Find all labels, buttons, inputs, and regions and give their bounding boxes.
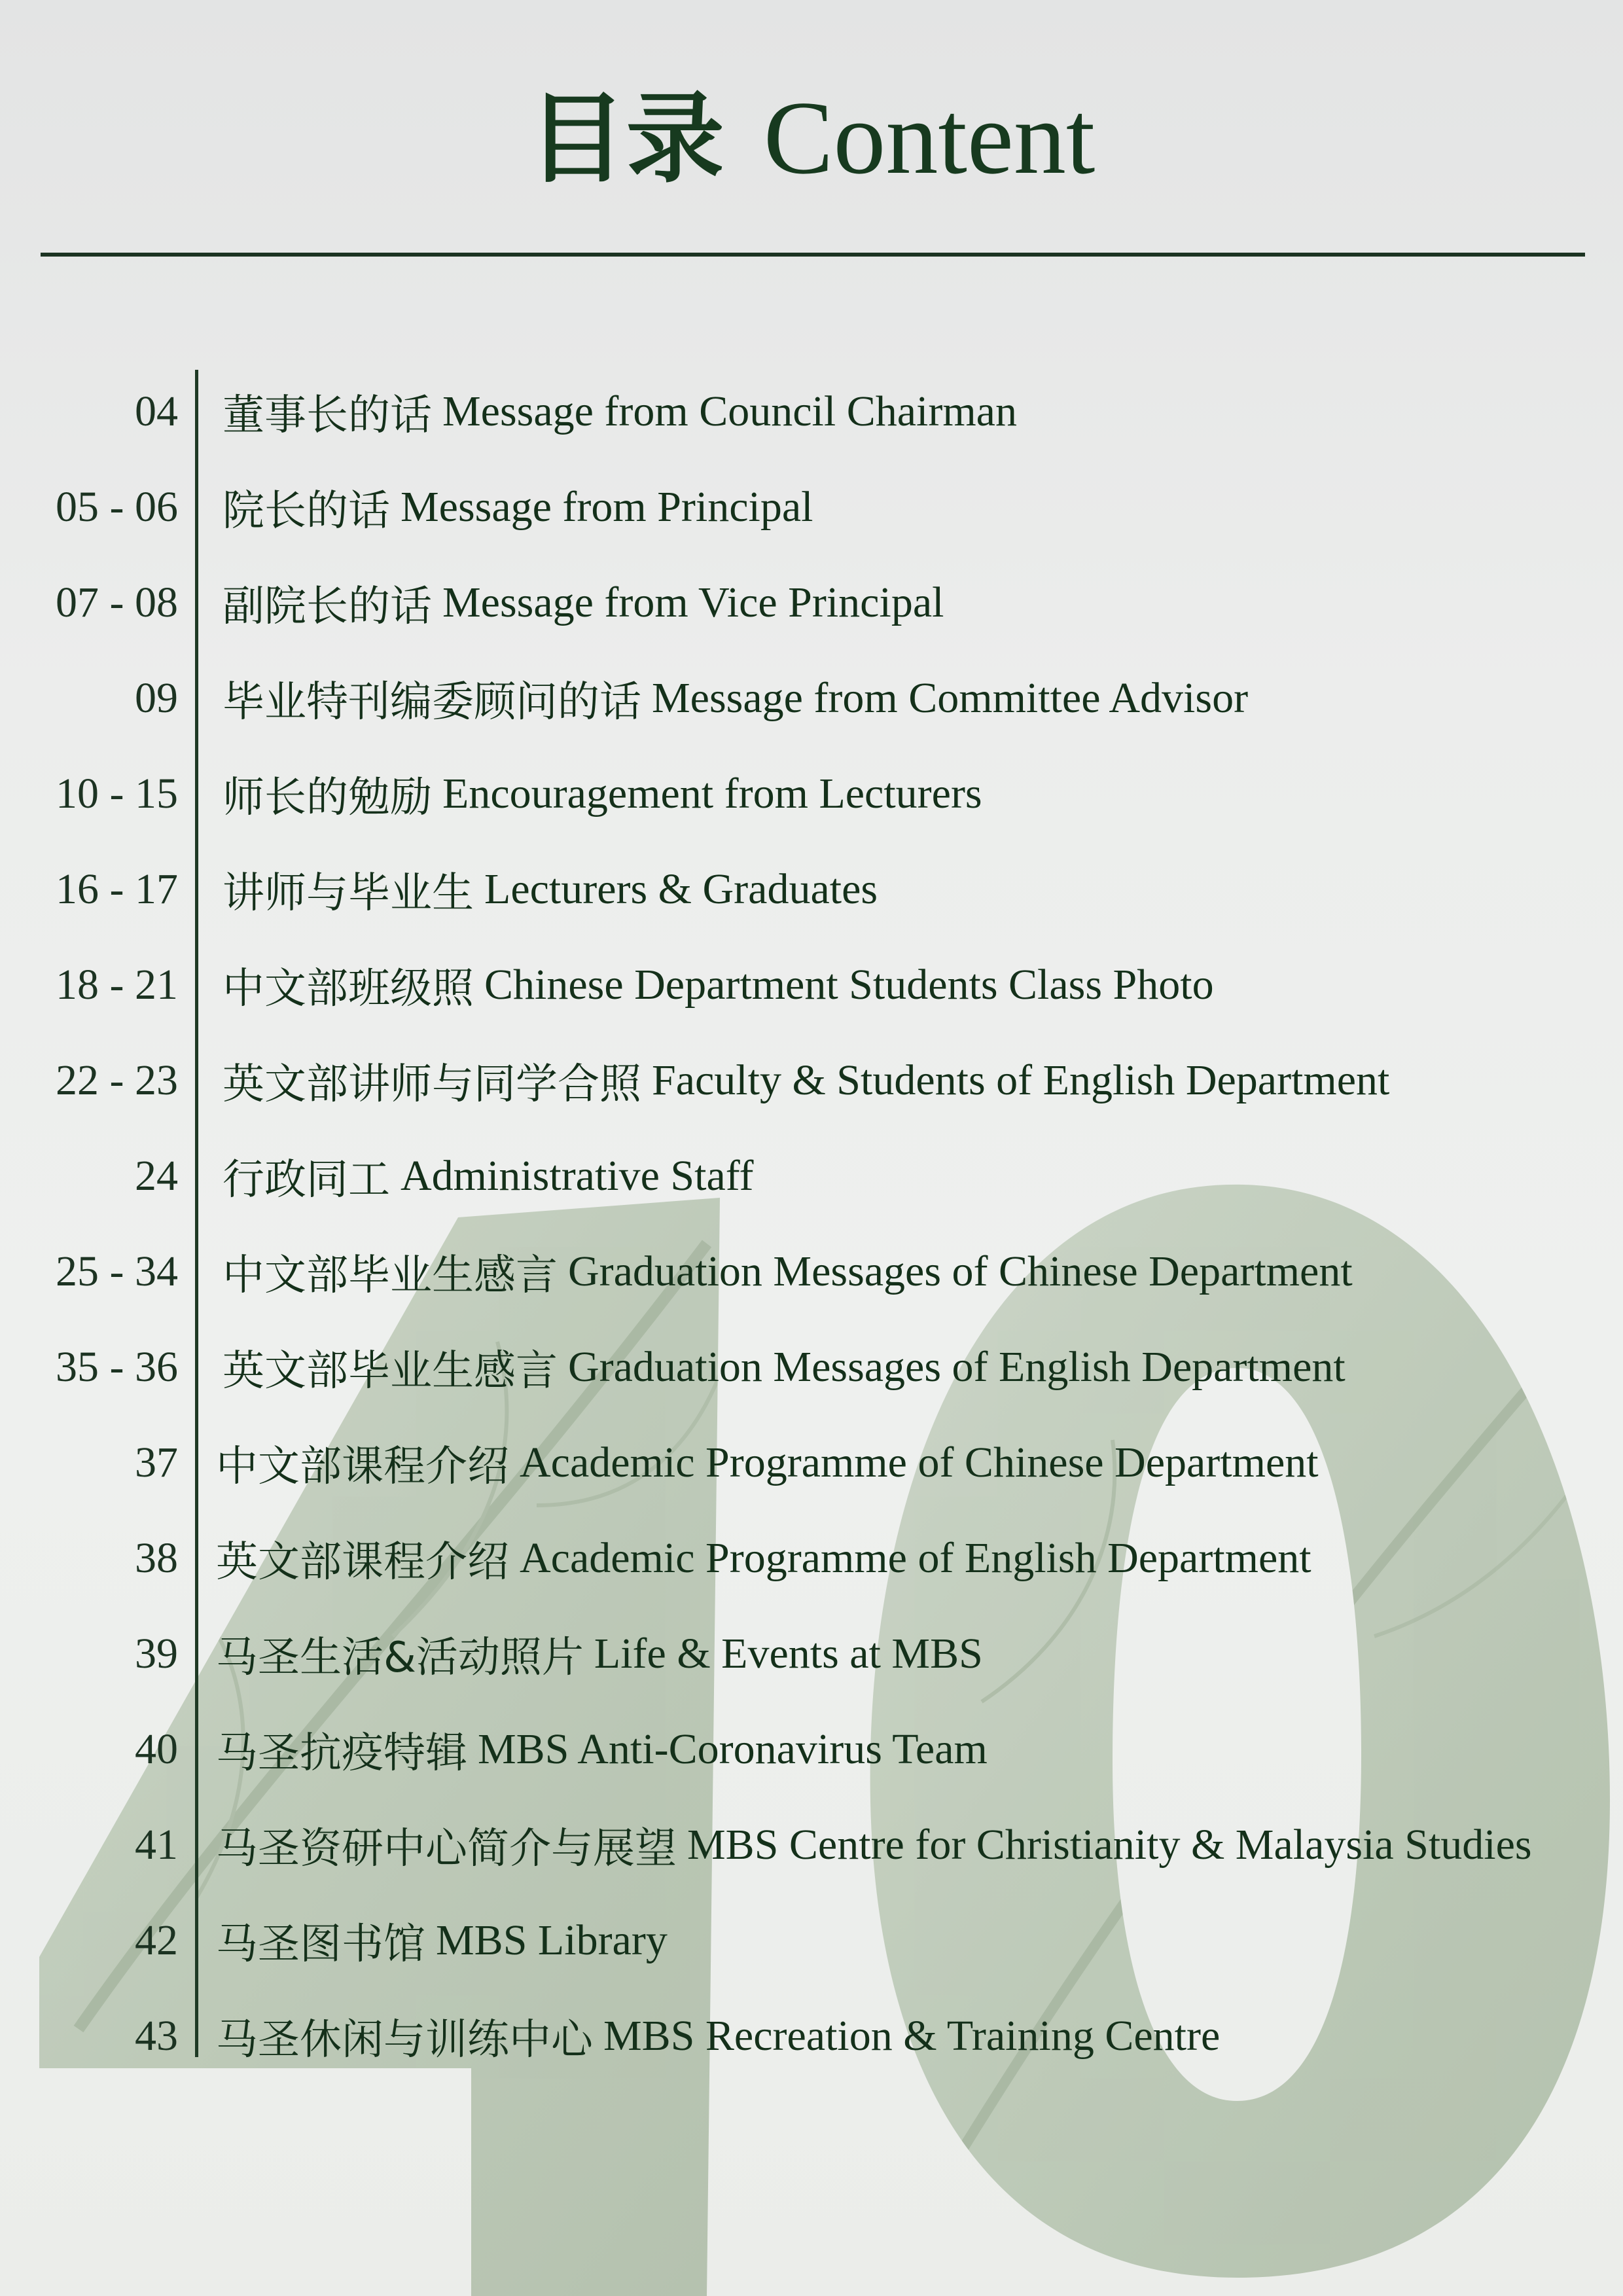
toc-page-number: 37 bbox=[135, 1439, 178, 1486]
toc-page-number: 42 bbox=[135, 1916, 178, 1964]
page-title-zh: 目录 bbox=[527, 82, 724, 196]
toc-title-en: Encouragement from Lecturers bbox=[442, 770, 982, 817]
toc-entry[interactable] bbox=[0, 1797, 1623, 1893]
toc-title-zh: 中文部班级照 bbox=[223, 965, 474, 1013]
toc-title-zh: 马圣资研中心简介与展望 bbox=[216, 1825, 677, 1873]
toc-entry[interactable] bbox=[0, 1224, 1623, 1319]
toc-title-en: MBS Library bbox=[436, 1916, 668, 1964]
toc-title-en: MBS Anti-Coronavirus Team bbox=[478, 1725, 988, 1773]
toc-entry[interactable] bbox=[0, 937, 1623, 1033]
toc-page-number: 22 - 23 bbox=[56, 1056, 178, 1104]
title-divider bbox=[41, 253, 1585, 257]
toc-title-zh: 董事长的话 bbox=[223, 391, 432, 440]
toc-entry[interactable] bbox=[0, 842, 1623, 937]
toc-page-number: 39 bbox=[135, 1630, 178, 1677]
toc-title-en: Message from Council Chairman bbox=[442, 387, 1017, 435]
toc-page-number: 10 - 15 bbox=[56, 770, 178, 817]
toc-entry[interactable] bbox=[0, 1511, 1623, 1606]
toc-title-zh: 马圣生活&活动照片 bbox=[216, 1634, 584, 1682]
toc-title-en: Chinese Department Students Class Photo bbox=[484, 961, 1214, 1009]
toc-entry[interactable] bbox=[0, 1415, 1623, 1511]
toc-page-number: 18 - 21 bbox=[56, 961, 178, 1009]
toc-title-zh: 讲师与毕业生 bbox=[223, 869, 474, 918]
toc-title-zh: 院长的话 bbox=[223, 487, 390, 535]
toc-entry[interactable] bbox=[0, 1702, 1623, 1797]
toc-title-zh: 英文部毕业生感言 bbox=[223, 1347, 558, 1395]
toc-title-en: Message from Vice Principal bbox=[442, 579, 944, 626]
toc-title-en: MBS Recreation & Training Centre bbox=[603, 2012, 1221, 2060]
toc-page-number: 35 - 36 bbox=[56, 1343, 178, 1391]
toc-title-zh: 毕业特刊编委顾问的话 bbox=[223, 678, 641, 726]
toc-entry[interactable] bbox=[0, 746, 1623, 842]
toc-title-en: Message from Committee Advisor bbox=[652, 674, 1249, 722]
toc-entry[interactable] bbox=[0, 1319, 1623, 1415]
toc-entry[interactable] bbox=[0, 1128, 1623, 1224]
toc-title-zh: 英文部课程介绍 bbox=[216, 1538, 509, 1587]
toc-title-en: Graduation Messages of Chinese Department bbox=[568, 1247, 1353, 1295]
toc-entry[interactable] bbox=[0, 364, 1623, 459]
toc-page-number: 43 bbox=[135, 2012, 178, 2060]
toc-title-en: Graduation Messages of English Department bbox=[568, 1343, 1346, 1391]
toc-title-zh: 马圣休闲与训练中心 bbox=[216, 2016, 593, 2064]
toc-title-en: Academic Programme of English Department bbox=[520, 1534, 1311, 1582]
toc-page-number: 24 bbox=[135, 1152, 178, 1200]
toc-title-zh: 行政同工 bbox=[223, 1156, 390, 1204]
toc-title-zh: 英文部讲师与同学合照 bbox=[223, 1060, 641, 1109]
toc-entry[interactable] bbox=[0, 1606, 1623, 1702]
toc-page-number: 25 - 34 bbox=[56, 1247, 178, 1295]
toc-title-en: Academic Programme of Chinese Department bbox=[520, 1439, 1319, 1486]
toc-title-en: Administrative Staff bbox=[401, 1152, 754, 1200]
toc-page-number: 05 - 06 bbox=[56, 483, 178, 531]
toc-entry[interactable] bbox=[0, 1988, 1623, 2084]
toc-title-en: Lecturers & Graduates bbox=[484, 865, 878, 913]
toc-page-number: 38 bbox=[135, 1534, 178, 1582]
toc-title-zh: 马圣图书馆 bbox=[216, 1920, 425, 1969]
page-title bbox=[0, 72, 1623, 205]
toc-entry[interactable] bbox=[0, 1893, 1623, 1988]
toc-title-en: Message from Principal bbox=[401, 483, 813, 531]
page-title-en: Content bbox=[763, 79, 1096, 196]
toc-entry[interactable] bbox=[0, 651, 1623, 746]
toc-title-en: MBS Centre for Christianity & Malaysia Studies bbox=[687, 1821, 1532, 1869]
toc-page-number: 16 - 17 bbox=[56, 865, 178, 913]
toc-page-number: 04 bbox=[135, 387, 178, 435]
table-of-contents bbox=[0, 364, 1623, 2084]
toc-page-number: 40 bbox=[135, 1725, 178, 1773]
toc-page-number: 07 - 08 bbox=[56, 579, 178, 626]
toc-page-number: 09 bbox=[135, 674, 178, 722]
toc-page-number: 41 bbox=[135, 1821, 178, 1869]
toc-title-zh: 中文部毕业生感言 bbox=[223, 1251, 558, 1300]
toc-title-zh: 中文部课程介绍 bbox=[216, 1443, 509, 1491]
toc-entry[interactable] bbox=[0, 1033, 1623, 1128]
toc-entry[interactable] bbox=[0, 459, 1623, 555]
toc-title-zh: 师长的勉励 bbox=[223, 774, 432, 822]
toc-title-en: Faculty & Students of English Department bbox=[652, 1056, 1390, 1104]
toc-title-en: Life & Events at MBS bbox=[594, 1630, 983, 1677]
toc-entry[interactable] bbox=[0, 555, 1623, 651]
toc-title-zh: 马圣抗疫特辑 bbox=[216, 1729, 467, 1778]
toc-title-zh: 副院长的话 bbox=[223, 583, 432, 631]
